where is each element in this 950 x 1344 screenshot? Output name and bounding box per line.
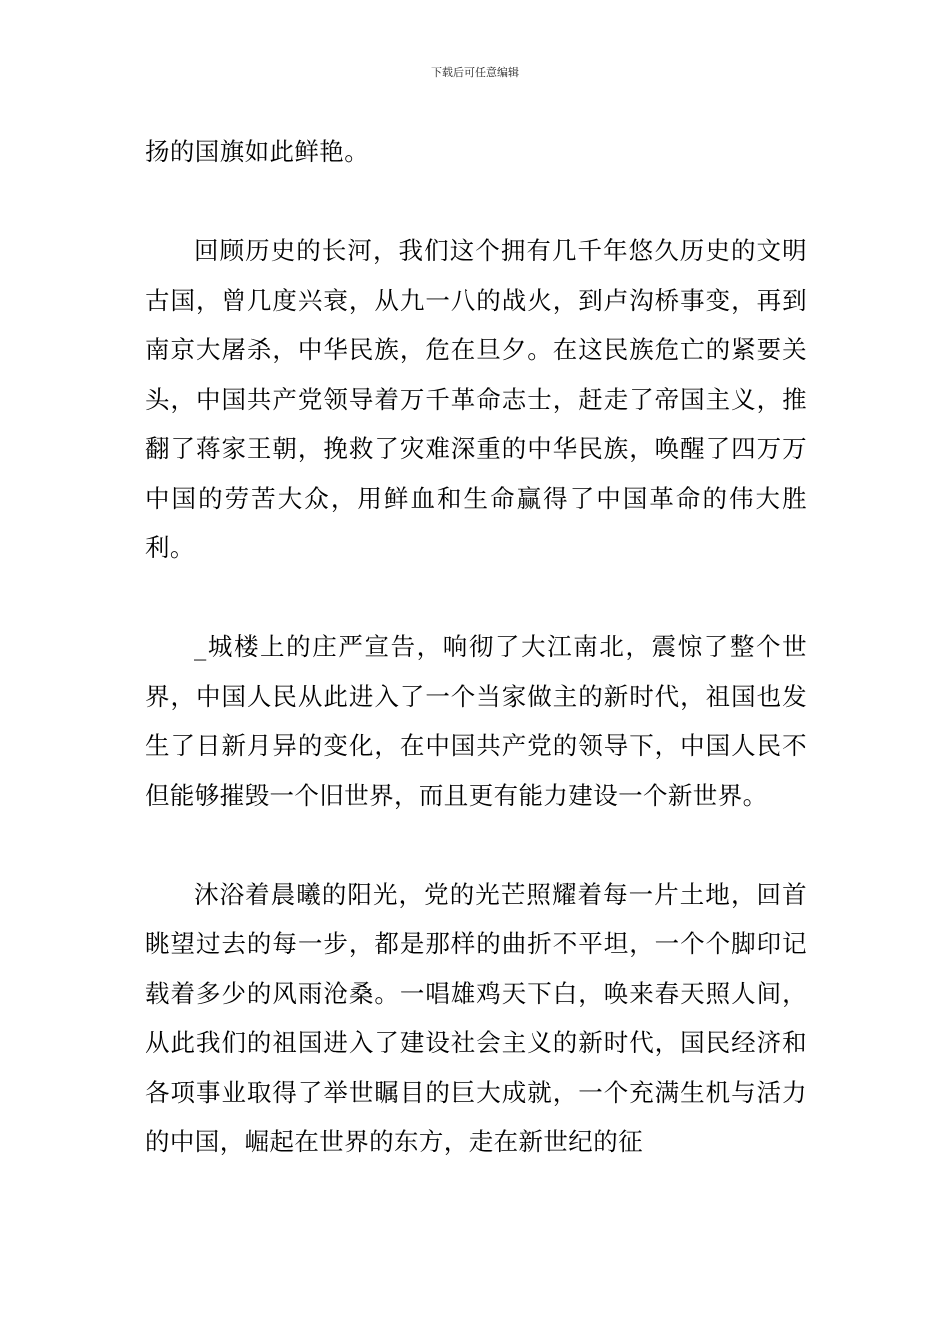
document-body <box>145 127 807 1167</box>
paragraph-1: 扬的国旗如此鲜艳。 <box>145 137 370 166</box>
paragraph-spacer <box>145 177 807 227</box>
page-header: 下载后可任意编辑 <box>431 66 519 79</box>
paragraph-4: 沐浴着晨曦的阳光，党的光芒照耀着每一片土地，回首眺望过去的每一步，都是那样的曲折不平坦，一个个脚印记载着多少的风雨沧桑。一唱雄鸡天下白，唤来春天照人间，从此我们的祖国进入了建设社会主义的新时代，国民经济和各项事业取得了举世瞩目的巨大成就，一个充满生机与活力的中国，崛起在世界的东方，走在新世纪的征 <box>145 879 807 1156</box>
paragraph-spacer <box>145 573 807 623</box>
paragraph-2: 回顾历史的长河，我们这个拥有几千年悠久历史的文明古国，曾几度兴衰，从九一八的战火，到卢沟桥事变，再到南京大屠杀，中华民族，危在旦夕。在这民族危亡的紧要关头，中国共产党领导着万千革命志士，赶走了帝国主义，推翻了蒋家王朝，挽救了灾难深重的中华民族，唤醒了四万万中国的劳苦大众，用鲜血和生命赢得了中国革命的伟大胜利。 <box>145 236 807 562</box>
paragraph-3: _城楼上的庄严宣告，响彻了大江南北，震惊了整个世界，中国人民从此进入了一个当家做主的新时代，祖国也发生了日新月异的变化，在中国共产党的领导下，中国人民不但能够摧毁一个旧世界，而且更有能力建设一个新世界。 <box>145 632 807 810</box>
paragraph-spacer <box>145 820 807 870</box>
